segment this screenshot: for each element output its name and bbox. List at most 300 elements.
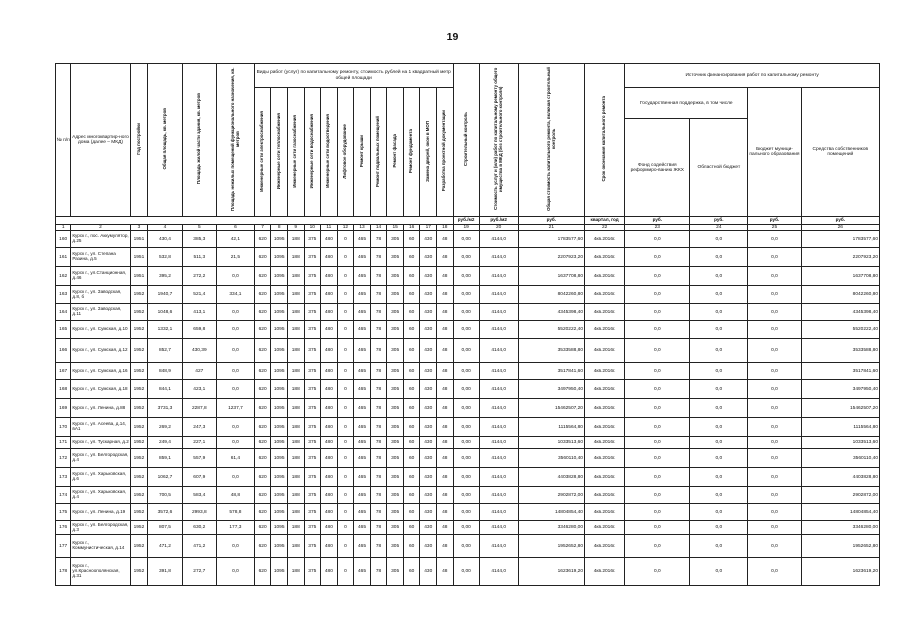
municipal-budget-cell: 0,0 [748,449,801,468]
work-cost-cell: 465 [354,286,371,304]
work-cost-cell: 188 [287,380,304,399]
row-number: 175 [56,504,71,521]
living-area-cell: 521,4 [182,286,216,304]
reform-fund-cell: 0,0 [625,231,690,248]
work-cost-cell: 305 [387,231,404,248]
total-cost-cell: 3346280,00 [518,521,584,535]
regional-budget-cell: 0,0 [690,363,748,380]
total-area-cell: 532,8 [148,248,182,267]
owner-funds-cell: 3346280,00 [801,521,879,535]
unit-cost-cell: 4144,0 [479,363,518,380]
nonresidential-area-cell: 42,1 [216,231,254,248]
work-cost-cell: 620 [254,339,271,363]
work-cost-cell: 1095 [271,231,288,248]
column-number: 15 [387,225,404,231]
regional-budget-cell: 0,0 [690,535,748,558]
repair-program-table [55,63,880,586]
work-cost-cell: 430 [420,231,437,248]
work-cost-cell: 0,00 [453,231,479,248]
year-cell: 1952 [130,321,148,339]
unit-rub-m2-a: руб./м2 [453,217,479,225]
work-cost-cell: 480 [321,267,338,286]
column-number: 24 [690,225,748,231]
owner-funds-cell: 14804854,40 [801,504,879,521]
address-cell: Курск г., ул. Сумская, д.10 [71,321,130,339]
work-cost-cell: 305 [387,558,404,586]
unit-cost-cell: 4144,0 [479,286,518,304]
deadline-cell: 4кв.2016г. [584,418,624,437]
work-cost-cell: 430 [420,418,437,437]
work-cost-cell: 0,00 [453,418,479,437]
reform-fund-cell: 0,0 [625,504,690,521]
work-cost-cell: 620 [254,380,271,399]
nonresidential-area-cell: 0,0 [216,339,254,363]
owner-funds-cell: 1783577,60 [801,231,879,248]
municipal-budget-cell: 0,0 [748,418,801,437]
work-cost-cell: 480 [321,231,338,248]
row-number: 178 [56,558,71,586]
unit-cost-cell: 4144,0 [479,449,518,468]
work-cost-cell: 48 [437,267,454,286]
work-cost-cell: 0 [337,231,354,248]
work-cost-cell: 48 [437,321,454,339]
work-cost-cell: 0 [337,267,354,286]
work-cost-cell: 305 [387,468,404,487]
work-cost-cell: 188 [287,363,304,380]
reform-fund-cell: 0,0 [625,558,690,586]
row-number: 165 [56,321,71,339]
column-number: 10 [304,225,321,231]
work-cost-cell: 620 [254,535,271,558]
work-cost-cell: 465 [354,535,371,558]
header-work-heating: Инженерные сети теплоснабжения [275,112,281,190]
work-cost-cell: 465 [354,267,371,286]
work-cost-cell: 48 [437,339,454,363]
work-cost-cell: 0,00 [453,321,479,339]
work-cost-cell: 1095 [271,339,288,363]
municipal-budget-cell: 0,0 [748,321,801,339]
row-number: 162 [56,267,71,286]
work-cost-cell: 188 [287,558,304,586]
column-number: 7 [254,225,271,231]
work-cost-cell: 465 [354,380,371,399]
row-number: 171 [56,437,71,449]
year-cell: 1951 [130,231,148,248]
column-number: 5 [182,225,216,231]
units-row [56,217,880,225]
deadline-cell: 4кв.2016г. [584,380,624,399]
work-cost-cell: 430 [420,468,437,487]
work-cost-cell: 48 [437,468,454,487]
work-cost-cell: 375 [304,399,321,418]
work-cost-cell: 78 [370,449,387,468]
column-number: 17 [420,225,437,231]
work-cost-cell: 78 [370,248,387,267]
header-work-design-docs: Разработка проектной документации [441,110,447,192]
work-cost-cell: 60 [403,321,420,339]
column-number: 1 [56,225,71,231]
living-area-cell: 471,2 [182,535,216,558]
work-cost-cell: 1095 [271,418,288,437]
row-number: 166 [56,339,71,363]
year-cell: 1952 [130,418,148,437]
work-cost-cell: 480 [321,558,338,586]
total-cost-cell: 4403828,80 [518,468,584,487]
living-area-cell: 511,3 [182,248,216,267]
column-number: 25 [748,225,801,231]
row-number: 170 [56,418,71,437]
work-cost-cell: 1095 [271,504,288,521]
deadline-cell: 4кв.2016г. [584,339,624,363]
header-total-cost: Общая стоимость капитального ремонта, включая строительный контроль [545,67,556,211]
unit-cost-cell: 4144,0 [479,468,518,487]
work-cost-cell: 465 [354,504,371,521]
year-cell: 1951 [130,267,148,286]
work-cost-cell: 620 [254,286,271,304]
regional-budget-cell: 0,0 [690,380,748,399]
work-cost-cell: 1095 [271,267,288,286]
work-cost-cell: 465 [354,437,371,449]
table-row [56,339,880,363]
work-cost-cell: 48 [437,449,454,468]
column-number: 11 [321,225,338,231]
work-cost-cell: 430 [420,399,437,418]
work-cost-cell: 480 [321,363,338,380]
year-cell: 1952 [130,521,148,535]
work-cost-cell: 0 [337,521,354,535]
work-cost-cell: 48 [437,418,454,437]
living-area-cell: 557,9 [182,449,216,468]
work-cost-cell: 48 [437,487,454,504]
work-cost-cell: 0,00 [453,437,479,449]
table-row [56,304,880,321]
year-cell: 1952 [130,380,148,399]
work-cost-cell: 48 [437,535,454,558]
deadline-cell: 4кв.2016г. [584,449,624,468]
header-work-facade: Ремонт фасада [391,134,397,168]
total-cost-cell: 3533588,80 [518,339,584,363]
municipal-budget-cell: 0,0 [748,558,801,586]
work-cost-cell: 305 [387,418,404,437]
work-cost-cell: 0 [337,504,354,521]
work-cost-cell: 0,00 [453,267,479,286]
nonresidential-area-cell: 21,5 [216,248,254,267]
total-cost-cell: 3497950,40 [518,380,584,399]
table-row [56,363,880,380]
column-number: 4 [148,225,182,231]
row-number: 177 [56,535,71,558]
nonresidential-area-cell: 0,0 [216,363,254,380]
reform-fund-cell: 0,0 [625,535,690,558]
work-cost-cell: 465 [354,231,371,248]
address-cell: Курск г., ул. Белгородская, д.3 [71,521,130,535]
work-cost-cell: 375 [304,231,321,248]
work-cost-cell: 305 [387,321,404,339]
header-reform-fund: Фонд содействия реформиро-ванию ЖКХ [625,119,690,217]
total-area-cell: 249,4 [148,437,182,449]
work-cost-cell: 0 [337,449,354,468]
table-row [56,487,880,504]
total-area-cell: 1332,1 [148,321,182,339]
work-cost-cell: 1095 [271,380,288,399]
work-cost-cell: 60 [403,339,420,363]
work-cost-cell: 430 [420,535,437,558]
column-number: 9 [287,225,304,231]
work-cost-cell: 305 [387,248,404,267]
nonresidential-area-cell: 0,0 [216,418,254,437]
work-cost-cell: 430 [420,521,437,535]
unit-cost-cell: 4144,0 [479,418,518,437]
total-cost-cell: 8042260,80 [518,286,584,304]
total-area-cell: 3731,3 [148,399,182,418]
work-cost-cell: 0,00 [453,304,479,321]
work-cost-cell: 78 [370,304,387,321]
row-number: 169 [56,399,71,418]
nonresidential-area-cell: 1237,7 [216,399,254,418]
owner-funds-cell: 2207923,20 [801,248,879,267]
work-cost-cell: 375 [304,487,321,504]
work-cost-cell: 1095 [271,437,288,449]
deadline-cell: 4кв.2016г. [584,399,624,418]
reform-fund-cell: 0,0 [625,521,690,535]
living-area-cell: 630,2 [182,521,216,535]
header-nonresidential-area: Площадь нежилых помещений функционального назначения, кв. метров [229,67,240,211]
municipal-budget-cell: 0,0 [748,504,801,521]
total-cost-cell: 1623619,20 [518,558,584,586]
nonresidential-area-cell: 48,8 [216,487,254,504]
owner-funds-cell: 2902872,00 [801,487,879,504]
work-cost-cell: 375 [304,468,321,487]
total-cost-cell: 1783577,60 [518,231,584,248]
column-number: 6 [216,225,254,231]
address-cell: Курск г., ул. Заводская, д.11 [71,304,130,321]
work-cost-cell: 48 [437,558,454,586]
total-area-cell: 395,2 [148,267,182,286]
work-cost-cell: 60 [403,286,420,304]
living-area-cell: 272,7 [182,558,216,586]
column-number: 13 [354,225,371,231]
nonresidential-area-cell: 334,1 [216,286,254,304]
work-cost-cell: 305 [387,504,404,521]
row-number: 173 [56,468,71,487]
work-cost-cell: 78 [370,418,387,437]
column-number: 12 [337,225,354,231]
header-work-gas: Инженерные сети газоснабжения [292,114,298,188]
work-cost-cell: 188 [287,321,304,339]
reform-fund-cell: 0,0 [625,468,690,487]
work-cost-cell: 480 [321,468,338,487]
unit-rub-municipal: руб. [748,217,801,225]
work-cost-cell: 0,00 [453,535,479,558]
work-cost-cell: 375 [304,437,321,449]
work-cost-cell: 48 [437,363,454,380]
work-cost-cell: 188 [287,487,304,504]
column-number: 18 [437,225,454,231]
work-cost-cell: 305 [387,339,404,363]
work-cost-cell: 465 [354,418,371,437]
work-cost-cell: 60 [403,449,420,468]
work-cost-cell: 1095 [271,449,288,468]
work-cost-cell: 188 [287,248,304,267]
work-cost-cell: 620 [254,321,271,339]
work-cost-cell: 1095 [271,535,288,558]
header-work-foundation: Ремонт фундамента [408,128,414,174]
work-cost-cell: 430 [420,339,437,363]
work-cost-cell: 430 [420,380,437,399]
work-cost-cell: 430 [420,363,437,380]
column-number: 19 [453,225,479,231]
owner-funds-cell: 5520222,40 [801,321,879,339]
nonresidential-area-cell: 0,0 [216,304,254,321]
regional-budget-cell: 0,0 [690,449,748,468]
table-row [56,286,880,304]
row-number: 172 [56,449,71,468]
work-cost-cell: 0 [337,468,354,487]
work-cost-cell: 1095 [271,487,288,504]
column-number: 26 [801,225,879,231]
work-cost-cell: 480 [321,504,338,521]
table-row [56,418,880,437]
owner-funds-cell: 3533588,80 [801,339,879,363]
total-cost-cell: 2902872,00 [518,487,584,504]
year-cell: 1952 [130,363,148,380]
work-cost-cell: 0 [337,304,354,321]
work-cost-cell: 0 [337,339,354,363]
work-cost-cell: 60 [403,248,420,267]
column-number: 22 [584,225,624,231]
work-cost-cell: 48 [437,521,454,535]
header-regional-budget: Областной бюджет [690,119,748,217]
work-cost-cell: 0,00 [453,248,479,267]
table-row [56,267,880,286]
work-cost-cell: 480 [321,321,338,339]
column-number: 20 [479,225,518,231]
municipal-budget-cell: 0,0 [748,535,801,558]
municipal-budget-cell: 0,0 [748,286,801,304]
header-construction-control: Строительный контроль [462,111,468,167]
header-municipal-budget: Бюджет муници-пального образования [748,88,801,217]
work-cost-cell: 60 [403,304,420,321]
reform-fund-cell: 0,0 [625,321,690,339]
total-area-cell: 844,1 [148,380,182,399]
work-cost-cell: 465 [354,487,371,504]
work-cost-cell: 188 [287,437,304,449]
nonresidential-area-cell: 177,3 [216,521,254,535]
unit-cost-cell: 4144,0 [479,231,518,248]
living-area-cell: 423,1 [182,380,216,399]
unit-cost-cell: 4144,0 [479,535,518,558]
work-cost-cell: 375 [304,521,321,535]
table-row [56,399,880,418]
work-cost-cell: 620 [254,231,271,248]
work-cost-cell: 430 [420,437,437,449]
work-cost-cell: 0,00 [453,380,479,399]
header-work-doors-windows: Замена дверей, окон в МОП [424,120,430,182]
work-cost-cell: 60 [403,437,420,449]
year-cell: 1952 [130,304,148,321]
address-cell: Курск г., ул. Ленина, д.19 [71,504,130,521]
total-area-cell: 471,2 [148,535,182,558]
work-cost-cell: 430 [420,558,437,586]
regional-budget-cell: 0,0 [690,339,748,363]
owner-funds-cell: 3560110,40 [801,449,879,468]
header-state-support: Государственная поддержка, в том числе [625,88,748,119]
work-cost-cell: 0,00 [453,339,479,363]
work-cost-cell: 0,00 [453,286,479,304]
regional-budget-cell: 0,0 [690,248,748,267]
work-cost-cell: 375 [304,248,321,267]
unit-cost-cell: 4144,0 [479,380,518,399]
row-number: 176 [56,521,71,535]
living-area-cell: 659,8 [182,321,216,339]
unit-cost-cell: 4144,0 [479,304,518,321]
municipal-budget-cell: 0,0 [748,380,801,399]
regional-budget-cell: 0,0 [690,521,748,535]
work-cost-cell: 375 [304,363,321,380]
municipal-budget-cell: 0,0 [748,304,801,321]
work-cost-cell: 78 [370,399,387,418]
work-cost-cell: 620 [254,399,271,418]
address-cell: Курск г., ул. Асеева, д.14, вА1 [71,418,130,437]
work-cost-cell: 1095 [271,248,288,267]
table-row [56,321,880,339]
address-cell: Курск г., ул. Харьковская, д.6 [71,468,130,487]
work-cost-cell: 480 [321,339,338,363]
header-works-group: Виды работ (услуг) по капитальному ремонту, стоимость рублей на 1 квадратный метр общей площади [254,64,453,88]
work-cost-cell: 480 [321,521,338,535]
owner-funds-cell: 8042260,80 [801,286,879,304]
work-cost-cell: 48 [437,399,454,418]
work-cost-cell: 465 [354,363,371,380]
work-cost-cell: 305 [387,380,404,399]
work-cost-cell: 305 [387,449,404,468]
total-area-cell: 1048,6 [148,304,182,321]
unit-cost-cell: 4144,0 [479,267,518,286]
work-cost-cell: 480 [321,418,338,437]
nonresidential-area-cell: 61,4 [216,449,254,468]
work-cost-cell: 0 [337,487,354,504]
municipal-budget-cell: 0,0 [748,399,801,418]
work-cost-cell: 78 [370,363,387,380]
column-number: 16 [403,225,420,231]
work-cost-cell: 305 [387,521,404,535]
regional-budget-cell: 0,0 [690,231,748,248]
deadline-cell: 4кв.2016г. [584,248,624,267]
work-cost-cell: 480 [321,399,338,418]
nonresidential-area-cell: 0,0 [216,535,254,558]
living-area-cell: 427 [182,363,216,380]
work-cost-cell: 430 [420,286,437,304]
table-body [56,231,880,586]
regional-budget-cell: 0,0 [690,304,748,321]
work-cost-cell: 305 [387,286,404,304]
living-area-cell: 413,1 [182,304,216,321]
table-row [56,468,880,487]
work-cost-cell: 0,00 [453,504,479,521]
work-cost-cell: 0 [337,418,354,437]
total-cost-cell: 4345398,40 [518,304,584,321]
work-cost-cell: 480 [321,535,338,558]
municipal-budget-cell: 0,0 [748,248,801,267]
total-cost-cell: 5520222,40 [518,321,584,339]
work-cost-cell: 620 [254,558,271,586]
living-area-cell: 2287,8 [182,399,216,418]
work-cost-cell: 188 [287,267,304,286]
deadline-cell: 4кв.2016г. [584,504,624,521]
work-cost-cell: 78 [370,504,387,521]
owner-funds-cell: 1623619,20 [801,558,879,586]
total-area-cell: 700,5 [148,487,182,504]
